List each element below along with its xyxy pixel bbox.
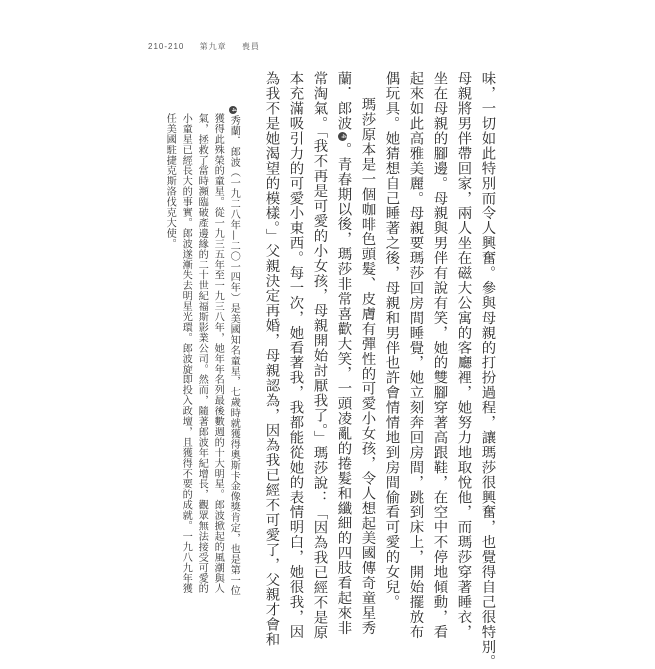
body-column-8: 常淘氣。「我不再是可愛的小女孩，母親開始討厭我了。」瑪莎說：「因為我已經不是原: [311, 71, 328, 640]
page-range: 210-210: [148, 42, 185, 51]
footnote-column-4: 小童星已經長大的事實。郎波遂漸失去明星光環。郎波旋即投入政壇，且獲得不要的成就。一九八九年獲: [180, 113, 192, 594]
body-column-3: 坐在母親的腳邊。母親與男伴有說有笑，她的雙腳穿著高跟鞋，在空中不停地傾動，看: [431, 71, 448, 640]
chapter-title: 喪員: [241, 42, 260, 51]
footnote-text-1: 秀蘭．郎波（一九二八年—二〇一四年）是美國知名童星，七歲時就獲得奧斯卡金像獎肯定，也是第一位: [228, 115, 240, 596]
name-text: 蘭．郎波: [335, 71, 352, 131]
footnote-column-3: 氣，拯救了當時瀕臨破產邊緣的二十世紀福斯影業公司。然而，隨著郎波年紀增長，觀眾無法接受可愛的: [196, 113, 208, 594]
body-column-7: [336, 71, 350, 635]
footnote-column-5: 任美國駐捷克斯洛伐克大使。: [164, 113, 176, 249]
running-head: [148, 41, 260, 52]
body-column-5: 偶玩具。她猜想自己睡著之後，母親和男伴也許會情情地到房間偷看可愛的女兒。: [383, 71, 400, 610]
body-column-1: 味，一切如此特別而令人興奮。參與母親的打扮過程，讓瑪莎很興奮，也覺得自己很特別。: [479, 71, 496, 669]
body-column-4: 起來如此高雅美麗。母親要瑪莎回房間睡覺，她立刻奔回房間，跳到床上，開始擺放布: [407, 71, 424, 640]
body-column-6: 瑪莎原本是一個咖啡色頭髮、皮膚有彈性的可愛小女孩，令人想起美國傳奇童星秀: [359, 97, 376, 636]
footnote-marker[interactable]: 4: [339, 133, 348, 139]
body-column-2: 母親將男伴帶回家，兩人坐在磁大公寓的客廳裡，她努力地取悅他，而瑪莎穿著睡衣，: [455, 71, 472, 640]
footnote-number: 4: [230, 107, 238, 113]
chapter-label: 第九章: [199, 42, 227, 51]
footnote-column-2: 獲得此殊榮的童星。從一九三五年至一九三八年，她年年名列最後數週的十大明星。郎波掀起的風潮與人: [212, 113, 224, 594]
body-column-10: 為我不是她渴望的模樣。」父親決定再婚，母親認為，因為我已經不可愛了，父親才會和: [263, 71, 280, 647]
body-column-9: 本充滿吸引力的可愛小東西。每一次，她看著我，我都能從她的表情明白，她很我，因: [287, 71, 304, 640]
footnote-column-1: [228, 105, 238, 596]
continuation-text: 。青春期以後，瑪莎非常喜歡大笑，一頭凌亂的捲髮和纖細的四肢看起來非: [335, 141, 352, 636]
